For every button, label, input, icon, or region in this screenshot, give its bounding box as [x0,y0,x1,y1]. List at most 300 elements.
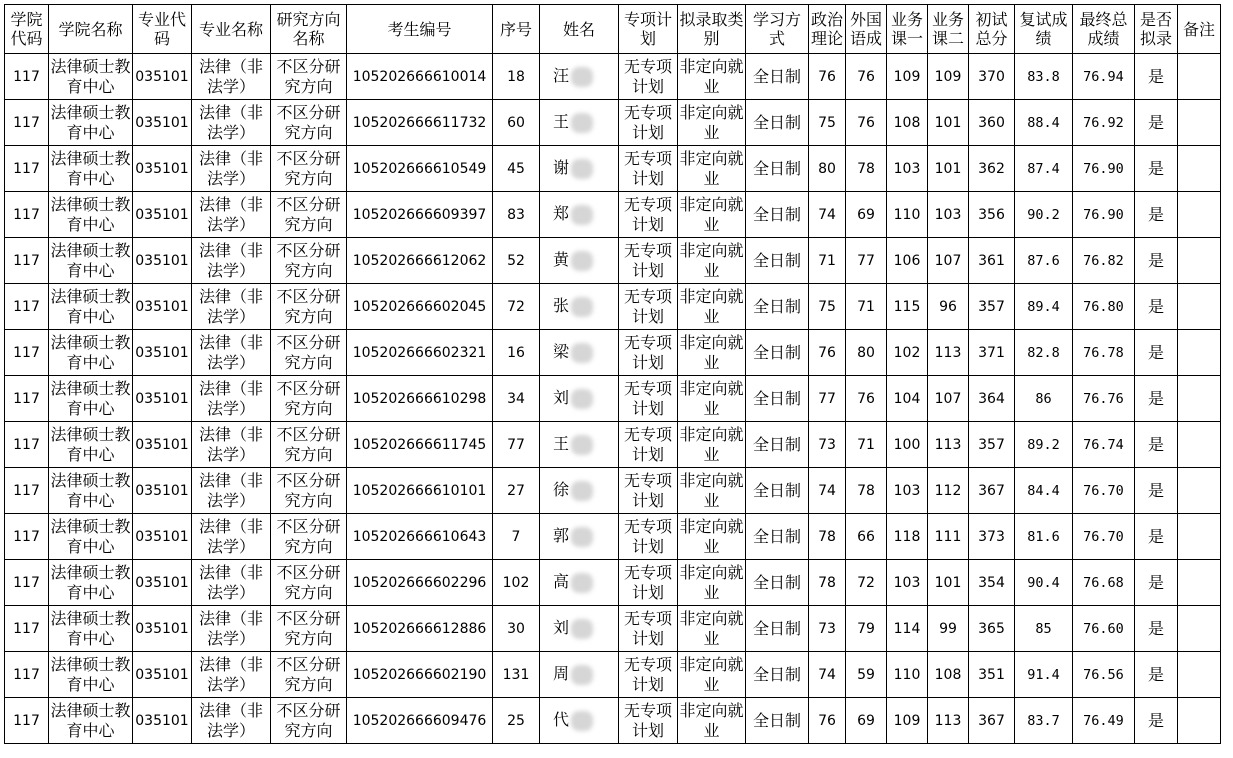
cell-course2: 108 [928,652,969,698]
cell-seq: 18 [493,54,540,100]
cell-course1: 109 [887,54,928,100]
cell-admitted: 是 [1135,100,1178,146]
cell-candidate-id: 105202666611732 [347,100,493,146]
cell-politics: 71 [809,238,846,284]
cell-course1: 118 [887,514,928,560]
table-row [5,146,1221,192]
cell-politics: 76 [809,330,846,376]
cell-seq: 16 [493,330,540,376]
student-name [553,342,605,363]
cell-study-mode: 全日制 [746,238,809,284]
cell-name [540,330,619,376]
cell-college-name: 法律硕士教育中心 [49,284,133,330]
cell-course1: 114 [887,606,928,652]
cell-college-name: 法律硕士教育中心 [49,652,133,698]
cell-college-code: 117 [5,100,49,146]
column-header: 研究方向名称 [271,5,347,54]
cell-college-code: 117 [5,698,49,744]
cell-college-name: 法律硕士教育中心 [49,54,133,100]
cell-retest: 83.7 [1015,698,1073,744]
cell-college-code: 117 [5,422,49,468]
table-row [5,514,1221,560]
student-name-text: 周 [553,664,570,684]
cell-course2: 113 [928,698,969,744]
cell-note [1178,514,1221,560]
cell-study-mode: 全日制 [746,284,809,330]
cell-candidate-id: 105202666602296 [347,560,493,606]
cell-course2: 103 [928,192,969,238]
cell-course1: 108 [887,100,928,146]
student-name-text: 郭 [553,526,570,546]
cell-course2: 107 [928,238,969,284]
cell-admitted: 是 [1135,146,1178,192]
cell-politics: 73 [809,422,846,468]
cell-final: 76.49 [1073,698,1135,744]
cell-direction: 不区分研究方向 [271,238,347,284]
cell-college-name: 法律硕士教育中心 [49,192,133,238]
cell-category: 非定向就业 [678,192,746,238]
cell-course1: 109 [887,698,928,744]
name-redaction-blur [571,297,593,317]
student-name [553,66,605,87]
cell-course2: 109 [928,54,969,100]
cell-candidate-id: 105202666611745 [347,422,493,468]
cell-direction: 不区分研究方向 [271,376,347,422]
cell-study-mode: 全日制 [746,330,809,376]
cell-category: 非定向就业 [678,468,746,514]
cell-note [1178,698,1221,744]
student-name [553,158,605,179]
cell-politics: 78 [809,514,846,560]
cell-course2: 107 [928,376,969,422]
cell-retest: 89.2 [1015,422,1073,468]
cell-major-name: 法律（非法学） [192,330,271,376]
column-header: 外国语成 [846,5,887,54]
cell-final: 76.60 [1073,606,1135,652]
admission-table-container [4,4,1221,744]
cell-name [540,146,619,192]
table-row [5,192,1221,238]
cell-course2: 113 [928,422,969,468]
cell-retest: 87.4 [1015,146,1073,192]
cell-major-name: 法律（非法学） [192,376,271,422]
cell-major-code: 035101 [133,100,192,146]
column-header: 专业名称 [192,5,271,54]
cell-politics: 78 [809,560,846,606]
cell-major-code: 035101 [133,606,192,652]
cell-politics: 73 [809,606,846,652]
cell-direction: 不区分研究方向 [271,330,347,376]
cell-prelim-total: 373 [969,514,1015,560]
cell-retest: 90.2 [1015,192,1073,238]
cell-major-name: 法律（非法学） [192,238,271,284]
cell-major-name: 法律（非法学） [192,698,271,744]
name-redaction-blur [571,435,593,455]
cell-special-plan: 无专项计划 [619,100,678,146]
cell-name [540,652,619,698]
cell-category: 非定向就业 [678,146,746,192]
cell-direction: 不区分研究方向 [271,652,347,698]
cell-seq: 52 [493,238,540,284]
cell-admitted: 是 [1135,514,1178,560]
cell-politics: 76 [809,698,846,744]
cell-retest: 84.4 [1015,468,1073,514]
cell-prelim-total: 371 [969,330,1015,376]
cell-direction: 不区分研究方向 [271,192,347,238]
student-name-text: 刘 [553,618,570,638]
table-row [5,238,1221,284]
cell-college-code: 117 [5,330,49,376]
cell-special-plan: 无专项计划 [619,54,678,100]
cell-college-name: 法律硕士教育中心 [49,100,133,146]
cell-major-name: 法律（非法学） [192,54,271,100]
name-redaction-blur [571,619,593,639]
cell-retest: 85 [1015,606,1073,652]
student-name-text: 郑 [553,204,570,224]
cell-course1: 103 [887,146,928,192]
cell-foreign-lang: 59 [846,652,887,698]
cell-final: 76.82 [1073,238,1135,284]
cell-name [540,192,619,238]
table-row [5,284,1221,330]
cell-admitted: 是 [1135,560,1178,606]
cell-retest: 88.4 [1015,100,1073,146]
cell-admitted: 是 [1135,376,1178,422]
column-header: 专项计划 [619,5,678,54]
cell-category: 非定向就业 [678,284,746,330]
cell-politics: 75 [809,100,846,146]
cell-college-name: 法律硕士教育中心 [49,146,133,192]
cell-foreign-lang: 66 [846,514,887,560]
student-name-text: 王 [553,434,570,454]
column-header: 专业代码 [133,5,192,54]
cell-seq: 131 [493,652,540,698]
cell-college-code: 117 [5,376,49,422]
cell-special-plan: 无专项计划 [619,468,678,514]
student-name-text: 张 [553,296,570,316]
cell-major-name: 法律（非法学） [192,284,271,330]
cell-study-mode: 全日制 [746,560,809,606]
cell-special-plan: 无专项计划 [619,238,678,284]
cell-special-plan: 无专项计划 [619,376,678,422]
cell-college-code: 117 [5,560,49,606]
cell-prelim-total: 367 [969,698,1015,744]
cell-college-code: 117 [5,468,49,514]
cell-seq: 30 [493,606,540,652]
cell-major-code: 035101 [133,54,192,100]
cell-prelim-total: 360 [969,100,1015,146]
name-redaction-blur [571,527,593,547]
column-header: 备注 [1178,5,1221,54]
cell-note [1178,284,1221,330]
cell-foreign-lang: 69 [846,698,887,744]
student-name [553,112,605,133]
cell-note [1178,468,1221,514]
cell-admitted: 是 [1135,330,1178,376]
cell-admitted: 是 [1135,192,1178,238]
column-header: 姓名 [540,5,619,54]
student-name-text: 王 [553,112,570,132]
cell-name [540,238,619,284]
cell-course2: 101 [928,146,969,192]
cell-candidate-id: 105202666609397 [347,192,493,238]
cell-prelim-total: 361 [969,238,1015,284]
cell-politics: 75 [809,284,846,330]
name-redaction-blur [571,711,593,731]
cell-seq: 45 [493,146,540,192]
cell-category: 非定向就业 [678,652,746,698]
student-name [553,296,605,317]
cell-college-name: 法律硕士教育中心 [49,514,133,560]
cell-course2: 99 [928,606,969,652]
cell-category: 非定向就业 [678,330,746,376]
cell-major-code: 035101 [133,330,192,376]
student-name [553,526,605,547]
cell-candidate-id: 105202666610101 [347,468,493,514]
table-row [5,330,1221,376]
cell-seq: 83 [493,192,540,238]
cell-direction: 不区分研究方向 [271,560,347,606]
cell-retest: 81.6 [1015,514,1073,560]
student-name-text: 黄 [553,250,570,270]
cell-retest: 83.8 [1015,54,1073,100]
table-row [5,652,1221,698]
cell-admitted: 是 [1135,284,1178,330]
cell-final: 76.80 [1073,284,1135,330]
cell-study-mode: 全日制 [746,100,809,146]
cell-category: 非定向就业 [678,238,746,284]
cell-foreign-lang: 78 [846,146,887,192]
cell-prelim-total: 365 [969,606,1015,652]
cell-special-plan: 无专项计划 [619,146,678,192]
column-header: 初试总分 [969,5,1015,54]
cell-prelim-total: 370 [969,54,1015,100]
cell-major-code: 035101 [133,422,192,468]
name-redaction-blur [571,251,593,271]
cell-seq: 60 [493,100,540,146]
cell-category: 非定向就业 [678,54,746,100]
column-header: 业务课一 [887,5,928,54]
student-name [553,434,605,455]
cell-seq: 34 [493,376,540,422]
name-redaction-blur [571,205,593,225]
cell-category: 非定向就业 [678,560,746,606]
table-row [5,422,1221,468]
cell-direction: 不区分研究方向 [271,468,347,514]
cell-course1: 106 [887,238,928,284]
cell-name [540,100,619,146]
cell-major-name: 法律（非法学） [192,422,271,468]
cell-college-name: 法律硕士教育中心 [49,422,133,468]
cell-prelim-total: 364 [969,376,1015,422]
cell-politics: 74 [809,652,846,698]
cell-prelim-total: 367 [969,468,1015,514]
cell-admitted: 是 [1135,698,1178,744]
name-redaction-blur [571,67,593,87]
column-header: 考生编号 [347,5,493,54]
cell-note [1178,146,1221,192]
cell-category: 非定向就业 [678,100,746,146]
cell-direction: 不区分研究方向 [271,606,347,652]
cell-course2: 113 [928,330,969,376]
column-header: 业务课二 [928,5,969,54]
cell-course1: 103 [887,468,928,514]
cell-special-plan: 无专项计划 [619,606,678,652]
table-row [5,54,1221,100]
cell-candidate-id: 105202666602045 [347,284,493,330]
cell-college-code: 117 [5,284,49,330]
column-header: 最终总成绩 [1073,5,1135,54]
name-redaction-blur [571,343,593,363]
cell-prelim-total: 357 [969,284,1015,330]
cell-direction: 不区分研究方向 [271,146,347,192]
cell-category: 非定向就业 [678,698,746,744]
table-row [5,376,1221,422]
cell-course1: 115 [887,284,928,330]
student-name [553,480,605,501]
cell-major-code: 035101 [133,146,192,192]
cell-college-code: 117 [5,146,49,192]
cell-retest: 87.6 [1015,238,1073,284]
cell-major-code: 035101 [133,698,192,744]
cell-special-plan: 无专项计划 [619,652,678,698]
cell-special-plan: 无专项计划 [619,514,678,560]
name-redaction-blur [571,665,593,685]
cell-category: 非定向就业 [678,422,746,468]
cell-note [1178,330,1221,376]
cell-prelim-total: 351 [969,652,1015,698]
cell-final: 76.90 [1073,146,1135,192]
cell-foreign-lang: 71 [846,284,887,330]
student-name-text: 汪 [553,66,570,86]
cell-retest: 90.4 [1015,560,1073,606]
cell-final: 76.74 [1073,422,1135,468]
name-redaction-blur [571,113,593,133]
cell-final: 76.76 [1073,376,1135,422]
cell-study-mode: 全日制 [746,146,809,192]
cell-course1: 110 [887,652,928,698]
column-header: 是否拟录 [1135,5,1178,54]
cell-note [1178,376,1221,422]
cell-study-mode: 全日制 [746,468,809,514]
cell-admitted: 是 [1135,422,1178,468]
column-header: 学习方式 [746,5,809,54]
cell-special-plan: 无专项计划 [619,284,678,330]
cell-final: 76.90 [1073,192,1135,238]
cell-foreign-lang: 69 [846,192,887,238]
cell-foreign-lang: 71 [846,422,887,468]
cell-category: 非定向就业 [678,514,746,560]
cell-course2: 96 [928,284,969,330]
cell-study-mode: 全日制 [746,698,809,744]
cell-name [540,468,619,514]
cell-admitted: 是 [1135,652,1178,698]
student-name [553,572,605,593]
cell-candidate-id: 105202666602321 [347,330,493,376]
cell-course2: 101 [928,560,969,606]
cell-college-name: 法律硕士教育中心 [49,698,133,744]
cell-category: 非定向就业 [678,376,746,422]
cell-admitted: 是 [1135,606,1178,652]
cell-foreign-lang: 76 [846,100,887,146]
cell-retest: 91.4 [1015,652,1073,698]
student-name-text: 刘 [553,388,570,408]
cell-foreign-lang: 78 [846,468,887,514]
cell-politics: 74 [809,192,846,238]
cell-foreign-lang: 77 [846,238,887,284]
cell-study-mode: 全日制 [746,606,809,652]
cell-final: 76.68 [1073,560,1135,606]
table-body [5,54,1221,744]
cell-college-name: 法律硕士教育中心 [49,376,133,422]
cell-course1: 100 [887,422,928,468]
cell-seq: 27 [493,468,540,514]
cell-college-code: 117 [5,54,49,100]
cell-special-plan: 无专项计划 [619,560,678,606]
cell-name [540,376,619,422]
cell-note [1178,54,1221,100]
cell-foreign-lang: 79 [846,606,887,652]
cell-major-code: 035101 [133,192,192,238]
student-name-text: 谢 [553,158,570,178]
table-row [5,468,1221,514]
cell-study-mode: 全日制 [746,422,809,468]
cell-politics: 76 [809,54,846,100]
name-redaction-blur [571,389,593,409]
cell-final: 76.78 [1073,330,1135,376]
cell-major-code: 035101 [133,284,192,330]
student-name [553,250,605,271]
cell-retest: 86 [1015,376,1073,422]
cell-direction: 不区分研究方向 [271,514,347,560]
cell-politics: 74 [809,468,846,514]
cell-major-name: 法律（非法学） [192,514,271,560]
cell-admitted: 是 [1135,54,1178,100]
cell-major-code: 035101 [133,238,192,284]
column-header: 学院代码 [5,5,49,54]
cell-prelim-total: 356 [969,192,1015,238]
cell-note [1178,422,1221,468]
cell-study-mode: 全日制 [746,514,809,560]
table-row [5,560,1221,606]
student-name [553,618,605,639]
cell-college-name: 法律硕士教育中心 [49,468,133,514]
table-row [5,100,1221,146]
table-row [5,606,1221,652]
cell-name [540,284,619,330]
cell-candidate-id: 105202666612886 [347,606,493,652]
cell-category: 非定向就业 [678,606,746,652]
cell-special-plan: 无专项计划 [619,192,678,238]
cell-note [1178,606,1221,652]
column-header: 政治理论 [809,5,846,54]
cell-major-code: 035101 [133,376,192,422]
name-redaction-blur [571,573,593,593]
cell-politics: 80 [809,146,846,192]
cell-study-mode: 全日制 [746,376,809,422]
column-header: 拟录取类别 [678,5,746,54]
cell-prelim-total: 357 [969,422,1015,468]
cell-college-code: 117 [5,514,49,560]
cell-course1: 103 [887,560,928,606]
cell-college-code: 117 [5,652,49,698]
student-name-text: 代 [553,710,570,730]
cell-course1: 104 [887,376,928,422]
cell-direction: 不区分研究方向 [271,284,347,330]
cell-major-code: 035101 [133,560,192,606]
cell-seq: 102 [493,560,540,606]
cell-special-plan: 无专项计划 [619,330,678,376]
